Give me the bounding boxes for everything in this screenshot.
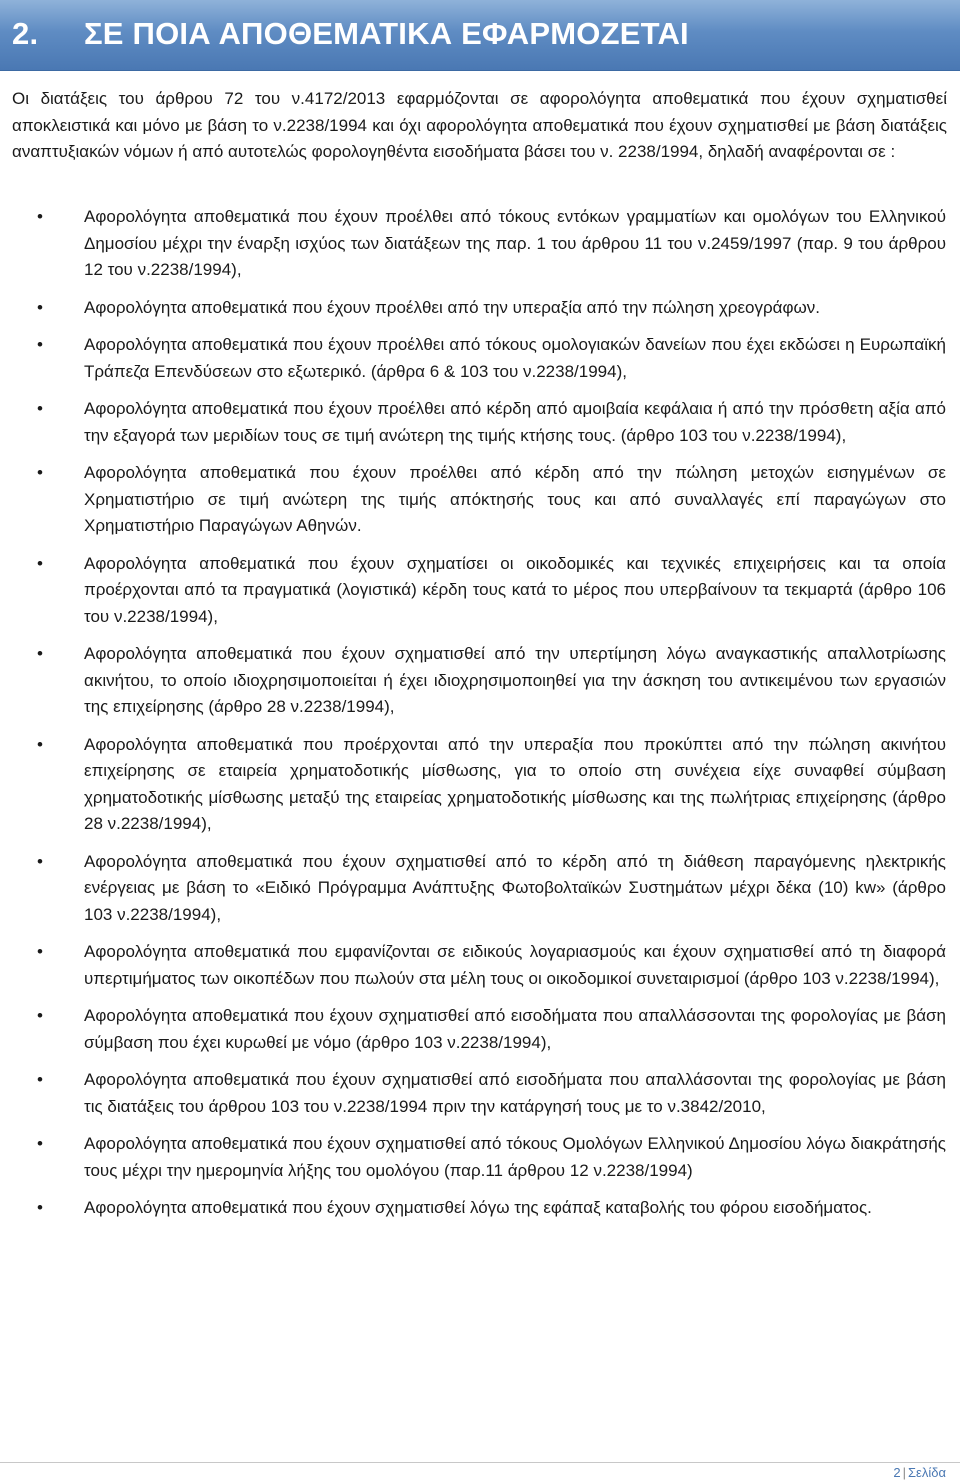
page-label: Σελίδα	[908, 1465, 946, 1480]
bullet-icon: •	[37, 463, 43, 482]
bullet-icon: •	[37, 553, 43, 573]
list-item	[0, 396, 960, 449]
footer-separator: |	[902, 1465, 907, 1480]
list-item-text: Αφορολόγητα αποθεματικά που έχουν σχηματισθεί λόγω της εφάπαξ καταβολής του φόρου εισοδήματος.	[84, 1198, 872, 1217]
bullet-icon: •	[37, 1198, 43, 1217]
list-item	[0, 641, 960, 721]
list-item-text: Αφορολόγητα αποθεματικά που έχουν σχηματισθεί από την υπερτίμηση λόγω αναγκαστικής απαλλοτρίωσης ακινήτου, το οποίο ιδιοχρησιμοποιείται ή έχει ιδιοχρησιμοποιηθεί για την άσκηση του αντικειμένου των εργασιών της επιχείρησης (άρθρο 28 ν.2238/1994),	[84, 644, 946, 716]
list-item	[0, 1003, 960, 1056]
list-item-text: Αφορολόγητα αποθεματικά που έχουν σχηματισθεί από το κέρδη από τη διάθεση παραγόμενης ηλεκτρικής ενέργειας με βάση το «Ειδικό Πρόγραμμα Ανάπτυξης Φωτοβολταϊκών Συστημάτων μέχρι δέκα (10) kw» (άρθρο 103 ν.2238/1994),	[84, 851, 946, 924]
list-item	[0, 1067, 960, 1120]
list-item-text: Αφορολόγητα αποθεματικά που έχουν προέλθει από κέρδη από την πώληση μετοχών εισηγμένων σε Χρηματιστήριο σε τιμή ανώτερη της τιμής απόκτησής τους και από συναλλαγές επί παραγώγων στο Χρηματιστήριο Παραγώγων Αθηνών.	[84, 463, 946, 535]
list-item-text: Αφορολόγητα αποθεματικά που έχουν προέλθει από την υπεραξία από την πώληση χρεογράφων.	[84, 297, 821, 317]
bullet-icon: •	[37, 1006, 43, 1025]
list-item-text: Αφορολόγητα αποθεματικά που έχουν προέλθει από τόκους ομολογιακών δανείων που έχει εκδώσει η Ευρωπαϊκή Τράπεζα Επενδύσεων στο εξωτερικό. (άρθρα 6 & 103 του ν.2238/1994),	[84, 335, 946, 381]
page-number: 2	[893, 1465, 901, 1480]
section-title: ΣΕ ΠΟΙΑ ΑΠΟΘΕΜΑΤΙΚΑ ΕΦΑΡΜΟΖΕΤΑΙ	[84, 16, 689, 51]
section-heading	[12, 12, 689, 56]
intro-paragraph: Οι διατάξεις του άρθρου 72 του ν.4172/2013 εφαρμόζονται σε αφορολόγητα αποθεματικά που έχουν σχηματισθεί αποκλειστικά και μόνο με βάση το ν.2238/1994 και όχι αφορολόγητα αποθεματικά που έχουν σχηματισθεί με βάση διατάξεις αναπτυξιακών νόμων ή από αυτοτελώς φορολογηθέντα εισοδήματα βάσει του ν. 2238/1994, δηλαδή αναφέρονται σε :	[12, 89, 947, 161]
bullet-icon: •	[37, 297, 43, 317]
page-footer	[893, 1463, 946, 1483]
bullet-icon: •	[37, 851, 43, 871]
bullet-icon: •	[37, 1134, 43, 1153]
footer-divider	[0, 1462, 960, 1463]
list-item	[0, 551, 960, 631]
list-item	[0, 939, 960, 992]
section-number: 2.	[12, 16, 39, 51]
list-item	[0, 849, 960, 929]
bullet-icon: •	[37, 942, 43, 961]
section-heading-bar	[0, 0, 960, 71]
list-item	[0, 1195, 960, 1222]
bullet-icon: •	[37, 207, 43, 226]
list-item	[0, 204, 960, 284]
bullet-icon: •	[37, 734, 43, 754]
bullet-icon: •	[37, 399, 43, 418]
list-item-text: Αφορολόγητα αποθεματικά που έχουν σχηματισθεί από εισοδήματα που απαλλάσονται της φορολογίας με βάση τις διατάξεις του άρθρου 103 του ν.2238/1994 πριν την κατάργησή τους με το ν.3842/2010,	[84, 1070, 946, 1116]
list-item-text: Αφορολόγητα αποθεματικά που έχουν σχηματισθεί από τόκους Ομολόγων Ελληνικού Δημοσίου λόγω διακράτησής τους μέχρι την ημερομηνία λήξης του ομολόγου (παρ.11 άρθρου 12 ν.2238/1994)	[84, 1134, 946, 1180]
bullet-icon: •	[37, 644, 43, 663]
reserves-list	[0, 204, 960, 1233]
list-item	[0, 460, 960, 540]
list-item-text: Αφορολόγητα αποθεματικά που έχουν προέλθει από τόκους εντόκων γραμματίων και ομολόγων του Ελληνικού Δημοσίου μέχρι την έναρξη ισχύος των διατάξεων της παρ. 1 του άρθρου 11 του ν.2459/1997 (παρ. 9 του άρθρου 12 του ν.2238/1994),	[84, 207, 946, 279]
list-item	[0, 295, 960, 322]
list-item	[0, 332, 960, 385]
list-item	[0, 1131, 960, 1184]
list-item-text: Αφορολόγητα αποθεματικά που προέρχονται από την υπεραξία που προκύπτει από την πώληση ακινήτου επιχείρησης σε εταιρεία χρηματοδοτικής μίσθωσης, για το οποίο στη συνέχεια είχε συναφθεί σύμβαση χρηματοδοτικής μίσθωσης μεταξύ της εταιρείας χρηματοδοτικής μίσθωσης και της πωλήτριας επιχείρησης (άρθρο 28 ν.2238/1994),	[84, 734, 946, 833]
bullet-icon: •	[37, 1070, 43, 1089]
list-item-text: Αφορολόγητα αποθεματικά που εμφανίζονται σε ειδικούς λογαριασμούς και έχουν σχηματισθεί από τη διαφορά υπερτιμήματος των οικοπέδων που πωλούν στα μέλη τους οι οικοδομικοί συνεταιρισμοί (άρθρο 103 ν.2238/1994),	[84, 942, 946, 988]
list-item-text: Αφορολόγητα αποθεματικά που έχουν σχηματισθεί από εισοδήματα που απαλλάσσονται της φορολογίας με βάση σύμβαση που έχει κυρωθεί με νόμο (άρθρο 103 ν.2238/1994),	[84, 1006, 946, 1052]
bullet-icon: •	[37, 335, 43, 354]
list-item	[0, 732, 960, 838]
list-item-text: Αφορολόγητα αποθεματικά που έχουν προέλθει από κέρδη από αμοιβαία κεφάλαια ή από την πρόσθετη αξία από την εξαγορά των μεριδίων τους σε τιμή ανώτερη της τιμής κτήσης τους. (άρθρο 103 του ν.2238/1994),	[84, 399, 946, 445]
list-item-text: Αφορολόγητα αποθεματικά που έχουν σχηματίσει οι οικοδομικές και τεχνικές επιχειρήσεις και τα οποία προέρχονται από τα πραγματικά (λογιστικά) κέρδη τους κατά το μέρος που υπερβαίνουν τα τεκμαρτά (άρθρο 106 του ν.2238/1994),	[84, 553, 946, 626]
